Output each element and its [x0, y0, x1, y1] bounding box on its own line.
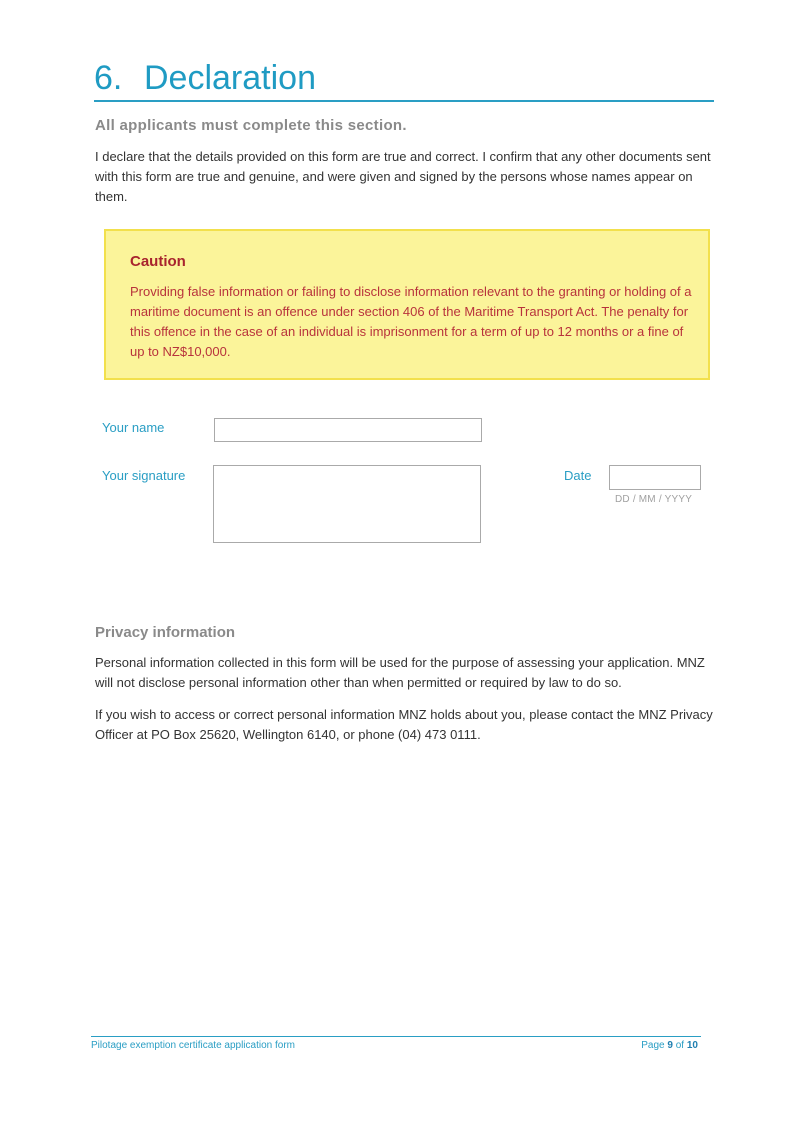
footer-page-number: [641, 1040, 698, 1051]
date-input[interactable]: [609, 465, 701, 490]
caution-title: Caution: [130, 253, 186, 270]
page-prefix: Page: [641, 1040, 665, 1051]
signature-field[interactable]: [213, 465, 481, 543]
section-heading: [94, 56, 714, 102]
declaration-subheading: All applicants must complete this section.: [95, 117, 407, 134]
date-label: Date: [564, 468, 592, 483]
signature-label: Your signature: [102, 468, 186, 483]
page-current: 9: [667, 1040, 673, 1051]
page-of: of: [675, 1040, 685, 1051]
footer-divider: [91, 1036, 701, 1037]
page-total: 10: [686, 1040, 698, 1051]
declaration-text: I declare that the details provided on this form are true and correct. I confirm that any other documents sent with this form are true and genuine, and were given and signed by the persons whose names appear on them.: [95, 149, 711, 204]
caution-text: Providing false information or failing to disclose information relevant to the granting or holding of a maritime document is an offence under section 406 of the Maritime Transport Act. The penalty for this offence in the case of an individual is imprisonment for a term of up to 12 months or a fine of up to NZ$10,000.: [130, 284, 692, 359]
footer-form-title: Pilotage exemption certificate application form: [91, 1040, 295, 1051]
section-title: Declaration: [144, 59, 316, 97]
name-input[interactable]: [214, 418, 482, 442]
privacy-paragraph-1: Personal information collected in this form will be used for the purpose of assessing your application. MNZ will not disclose personal information other than when permitted or required by law to do so.: [95, 655, 705, 690]
section-number: 6.: [94, 59, 123, 97]
caution-box: [104, 229, 710, 380]
privacy-heading: Privacy information: [95, 624, 236, 641]
privacy-paragraph-2: If you wish to access or correct personal information MNZ holds about you, please contact the MNZ Privacy Officer at PO Box 25620, Wellington 6140, or phone (04) 473 0111.: [95, 707, 713, 742]
date-format-hint: DD / MM / YYYY: [615, 494, 693, 505]
name-label: Your name: [102, 420, 165, 435]
